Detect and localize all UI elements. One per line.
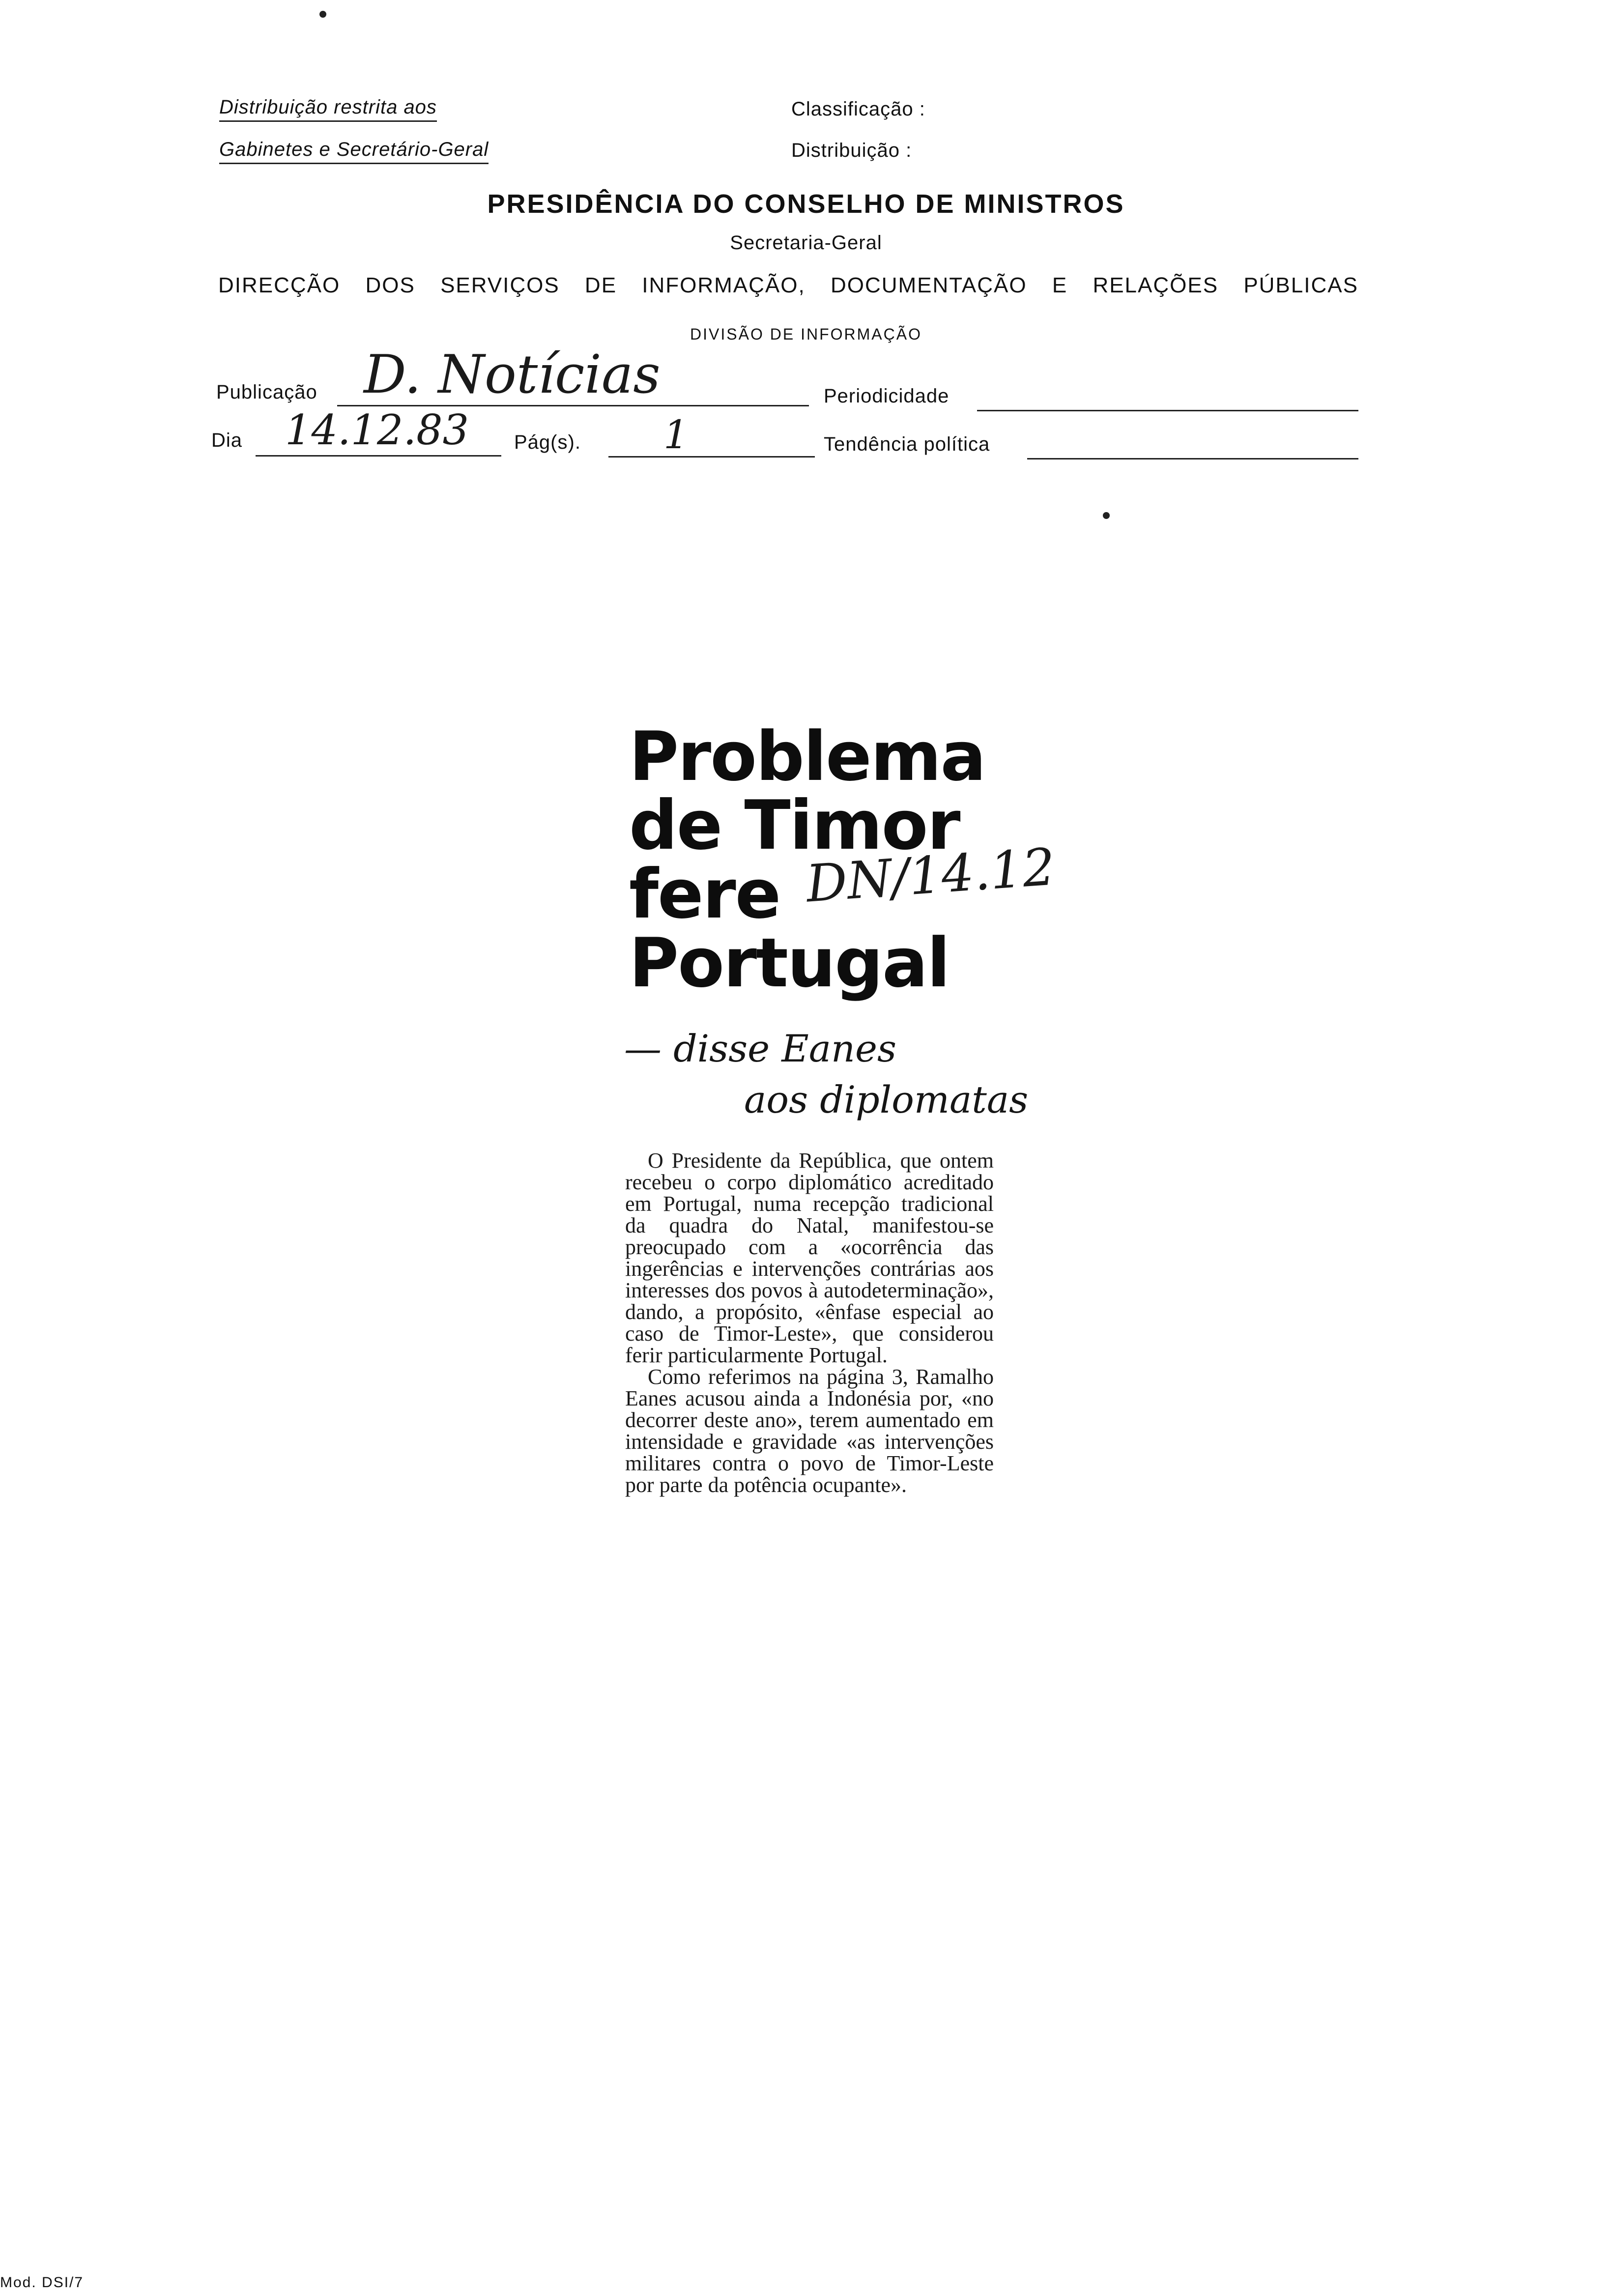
pags-rule: [608, 456, 815, 458]
direccao-heading: [218, 273, 1358, 298]
direccao-word: DOCUMENTAÇÃO: [830, 273, 1027, 297]
subhead-line: aos diplomatas: [744, 1078, 1029, 1121]
direccao-word: INFORMAÇÃO,: [642, 273, 806, 297]
dia-value: 14.12.83: [285, 406, 469, 454]
headline-line: Problema: [629, 717, 985, 796]
article-paragraph: O Presidente da República, que ontem recebeu o corpo diplomático acreditado em Portugal, numa recepção tradicional da quadra do Natal, manifestou-se preocupado com a «ocorrência das ingerências e intervenções contrárias aos interesses dos povos à autodeterminação», dando, a propósito, «ênfase especial ao caso de Timor-Leste», que considerou ferir particularmente Portugal.: [625, 1148, 994, 1367]
direccao-word: DIRECÇÃO: [218, 273, 341, 297]
headline-line: Portugal: [629, 923, 950, 1003]
speck-top: [319, 11, 326, 18]
page-title: PRESIDÊNCIA DO CONSELHO DE MINISTROS: [487, 189, 1125, 219]
clipping-article: [625, 1150, 994, 1496]
direccao-word: SERVIÇOS: [440, 273, 560, 297]
restricted-distribution-line2: Gabinetes e Secretário-Geral: [219, 139, 489, 164]
periodicidade-rule: [977, 410, 1358, 411]
margin-note: DN/14.12: [804, 836, 1057, 914]
direccao-word: E: [1052, 273, 1068, 297]
clipping-subhead: [624, 1023, 1066, 1125]
form-code: Mod. DSI/7: [0, 2274, 84, 2291]
pags-label: Pág(s).: [514, 431, 581, 453]
page-subtitle: Secretaria-Geral: [730, 232, 882, 254]
direccao-word: DE: [584, 273, 617, 297]
subhead-line: — disse Eanes: [624, 1027, 896, 1070]
classificacao-label: Classificação :: [791, 98, 925, 120]
dia-label: Dia: [211, 430, 243, 451]
publicacao-value: D. Notícias: [364, 344, 661, 405]
distribuicao-label: Distribuição :: [791, 140, 912, 161]
periodicidade-label: Periodicidade: [824, 385, 950, 407]
direccao-word: PÚBLICAS: [1243, 273, 1358, 297]
speck-right: [1103, 512, 1110, 519]
dia-rule: [256, 455, 501, 457]
direccao-word: RELAÇÕES: [1093, 273, 1219, 297]
headline-line: de Timor: [629, 786, 960, 865]
tendencia-rule: [1027, 458, 1358, 459]
pags-value: 1: [663, 412, 689, 458]
article-paragraph: Como referimos na página 3, Ramalho Eanes acusou ainda a Indonésia por, «no decorrer deste ano», terem aumentado em intensidade e gravidade «as intervenções militares contra o povo de Timor-Leste por parte da potência ocupante».: [625, 1365, 994, 1497]
publicacao-label: Publicação: [216, 381, 317, 403]
tendencia-label: Tendência política: [824, 433, 990, 455]
divisao-heading: DIVISÃO DE INFORMAÇÃO: [690, 325, 922, 343]
restricted-distribution-line1: Distribuição restrita aos: [219, 96, 437, 122]
headline-line: fere: [629, 855, 780, 934]
direccao-word: DOS: [365, 273, 415, 297]
